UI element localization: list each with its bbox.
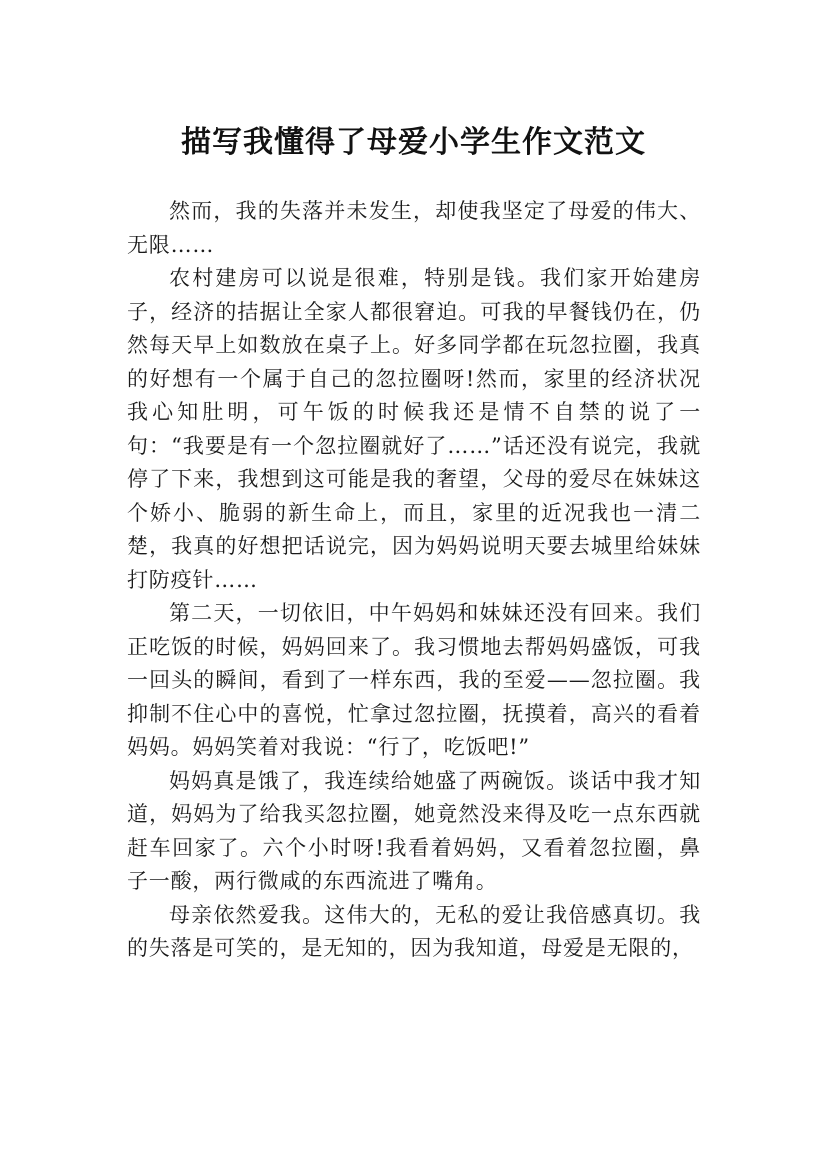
paragraph-4: 妈妈真是饿了，我连续给她盛了两碗饭。谈话中我才知道，妈妈为了给我买忽拉圈，她竟然没来得及吃一点东西就赶车回家了。六个小时呀!我看着妈妈，又看着忽拉圈，鼻子一酸，两行微咸的东西流进了嘴角。 [127, 768, 701, 893]
paragraph-5: 母亲依然爱我。这伟大的，无私的爱让我倍感真切。我的失落是可笑的，是无知的，因为我知道，母爱是无限的， [127, 902, 701, 960]
document-body [127, 195, 701, 966]
paragraph-2: 农村建房可以说是很难，特别是钱。我们家开始建房子，经济的拮据让全家人都很窘迫。可我的早餐钱仍在，仍然每天早上如数放在桌子上。好多同学都在玩忽拉圈，我真的好想有一个属于自己的忽拉圈呀!然而，家里的经济状况我心知肚明，可午饭的时候我还是情不自禁的说了一句：“我要是有一个忽拉圈就好了……”话还没有说完，我就停了下来，我想到这可能是我的奢望，父母的爱尽在妹妹这个娇小、脆弱的新生命上，而且，家里的近况我也一清二楚，我真的好想把话说完，因为妈妈说明天要去城里给妹妹打防疫针…… [127, 266, 701, 592]
paragraph-3: 第二天，一切依旧，中午妈妈和妹妹还没有回来。我们正吃饭的时候，妈妈回来了。我习惯地去帮妈妈盛饭，可我一回头的瞬间，看到了一样东西，我的至爱——忽拉圈。我抑制不住心中的喜悦，忙拿过忽拉圈，抚摸着，高兴的看着妈妈。妈妈笑着对我说：“行了，吃饭吧!” [127, 601, 701, 759]
paragraph-1: 然而，我的失落并未发生，却使我坚定了母爱的伟大、无限…… [127, 199, 701, 257]
document-title: 描写我懂得了母爱小学生作文范文 [181, 125, 646, 161]
